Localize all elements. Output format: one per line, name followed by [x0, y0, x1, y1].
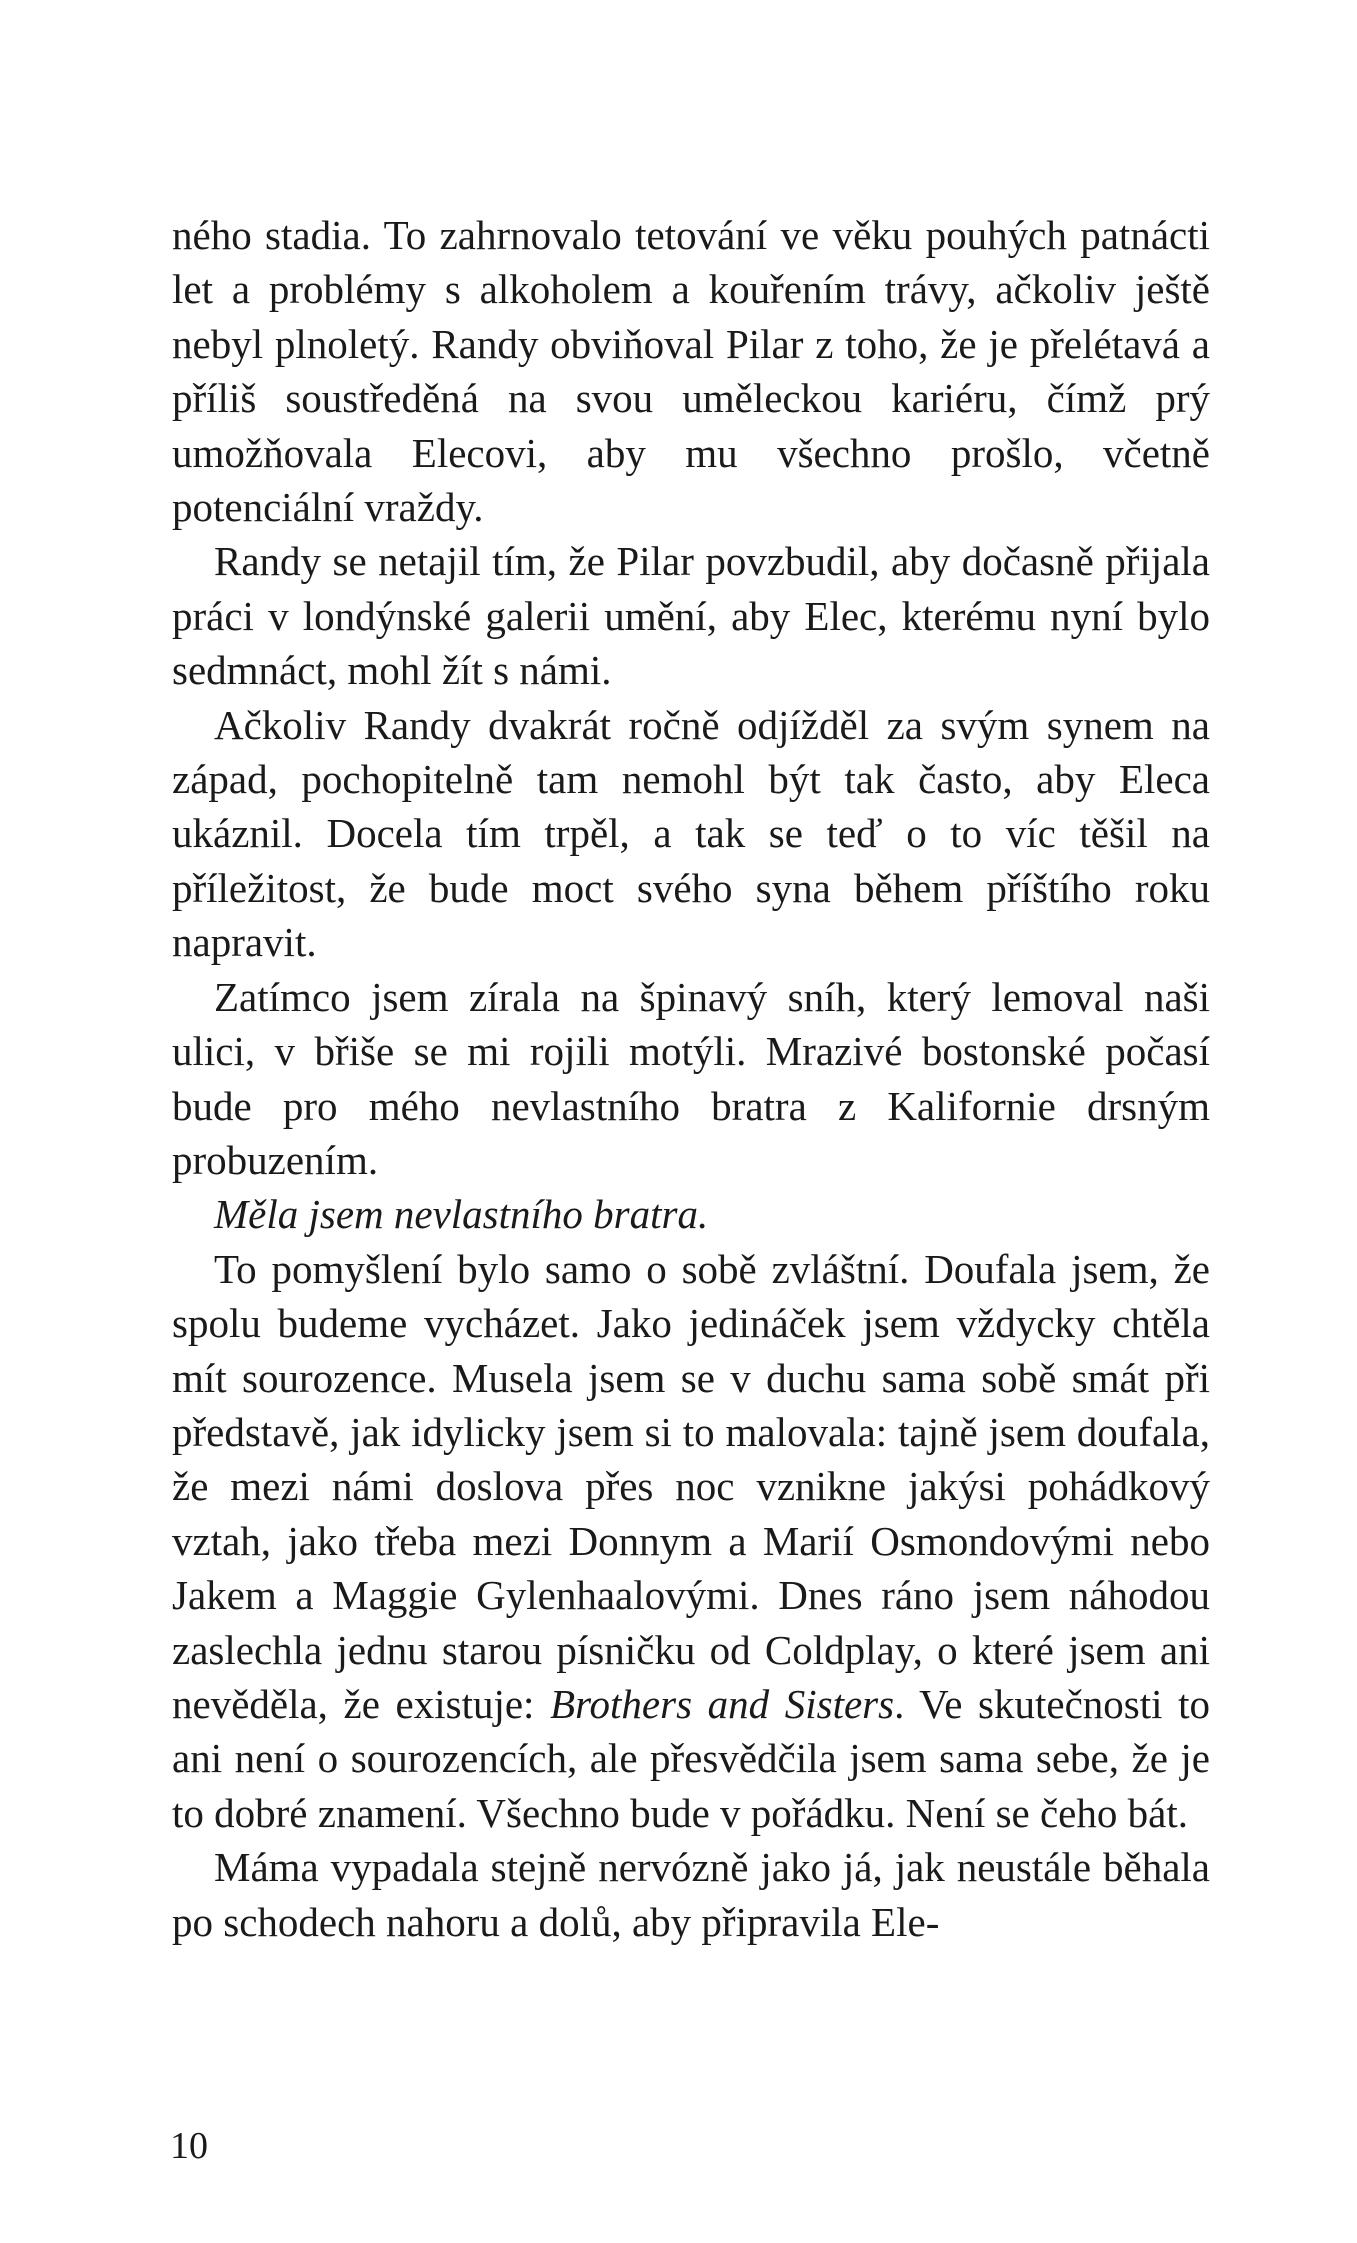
- body-text: [172, 208, 1210, 1949]
- paragraph-7: Máma vypadala stejně nervózně jako já, jak neustále běhala po schodech nahoru a dolů, aby připravila Ele-: [172, 1844, 1210, 1945]
- paragraph-6: [172, 1242, 1210, 1840]
- paragraph-2: Randy se netajil tím, že Pilar povzbudil, aby dočasně přijala práci v londýnské galerii umění, aby Elec, kterému nyní bylo sedmnáct, mohl žít s námi.: [172, 538, 1210, 694]
- paragraph-5-italic: Měla jsem nevlastního bratra.: [214, 1191, 709, 1238]
- paragraph-6-continuation: . Ve skutečnosti to ani není o sourozencích, ale přesvědčila jsem sama sebe, že je to dobré znamení. Všechno bude v pořádku. Není se čeho bát.: [172, 1680, 1211, 1836]
- page-number: 10: [170, 2125, 208, 2167]
- paragraph-1: ného stadia. To zahrnovalo tetování ve věku pouhých patnácti let a problémy s alkoholem a kouřením trávy, ačkoliv ještě nebyl plnoletý. Randy obviňoval Pilar z toho, že je přelétavá a příliš soustředěná na svou uměleckou kariéru, čímž prý umožňovala Elecovi, aby mu všechno prošlo, včetně potenciální vraždy.: [172, 212, 1210, 531]
- paragraph-3: Ačkoliv Randy dvakrát ročně odjížděl za svým synem na západ, pochopitelně tam nemohl být tak často, aby Eleca ukáznil. Docela tím trpěl, a tak se teď o to víc těšil na příležitost, že bude moct svého syna během příštího roku napravit.: [172, 701, 1210, 966]
- paragraph-4: Zatímco jsem zírala na špinavý sníh, který lemoval naši ulici, v břiše se mi rojili motýli. Mrazivé bostonské počasí bude pro mého nevlastního bratra z Kalifornie drsným probuzením.: [172, 973, 1210, 1183]
- song-title: Brothers and Sisters: [550, 1680, 895, 1727]
- paragraph-6-text: To pomyšlení bylo samo o sobě zvláštní. Doufala jsem, že spolu budeme vycházet. Jako jedináček jsem vždycky chtěla mít sourozence. Musela jsem se v duchu sama sobě smát při představě, jak idylicky jsem si to malovala: tajně jsem doufala, že mezi námi doslova přes noc vznikne jakýsi pohádkový vztah, jako třeba mezi Donnym a Marií Osmondovými nebo Jakem a Maggie Gylenhaalovými. Dnes ráno jsem náhodou zaslechla jednu starou písničku od Coldplay, o které jsem ani nevěděla, že existuje:: [172, 1245, 1210, 1727]
